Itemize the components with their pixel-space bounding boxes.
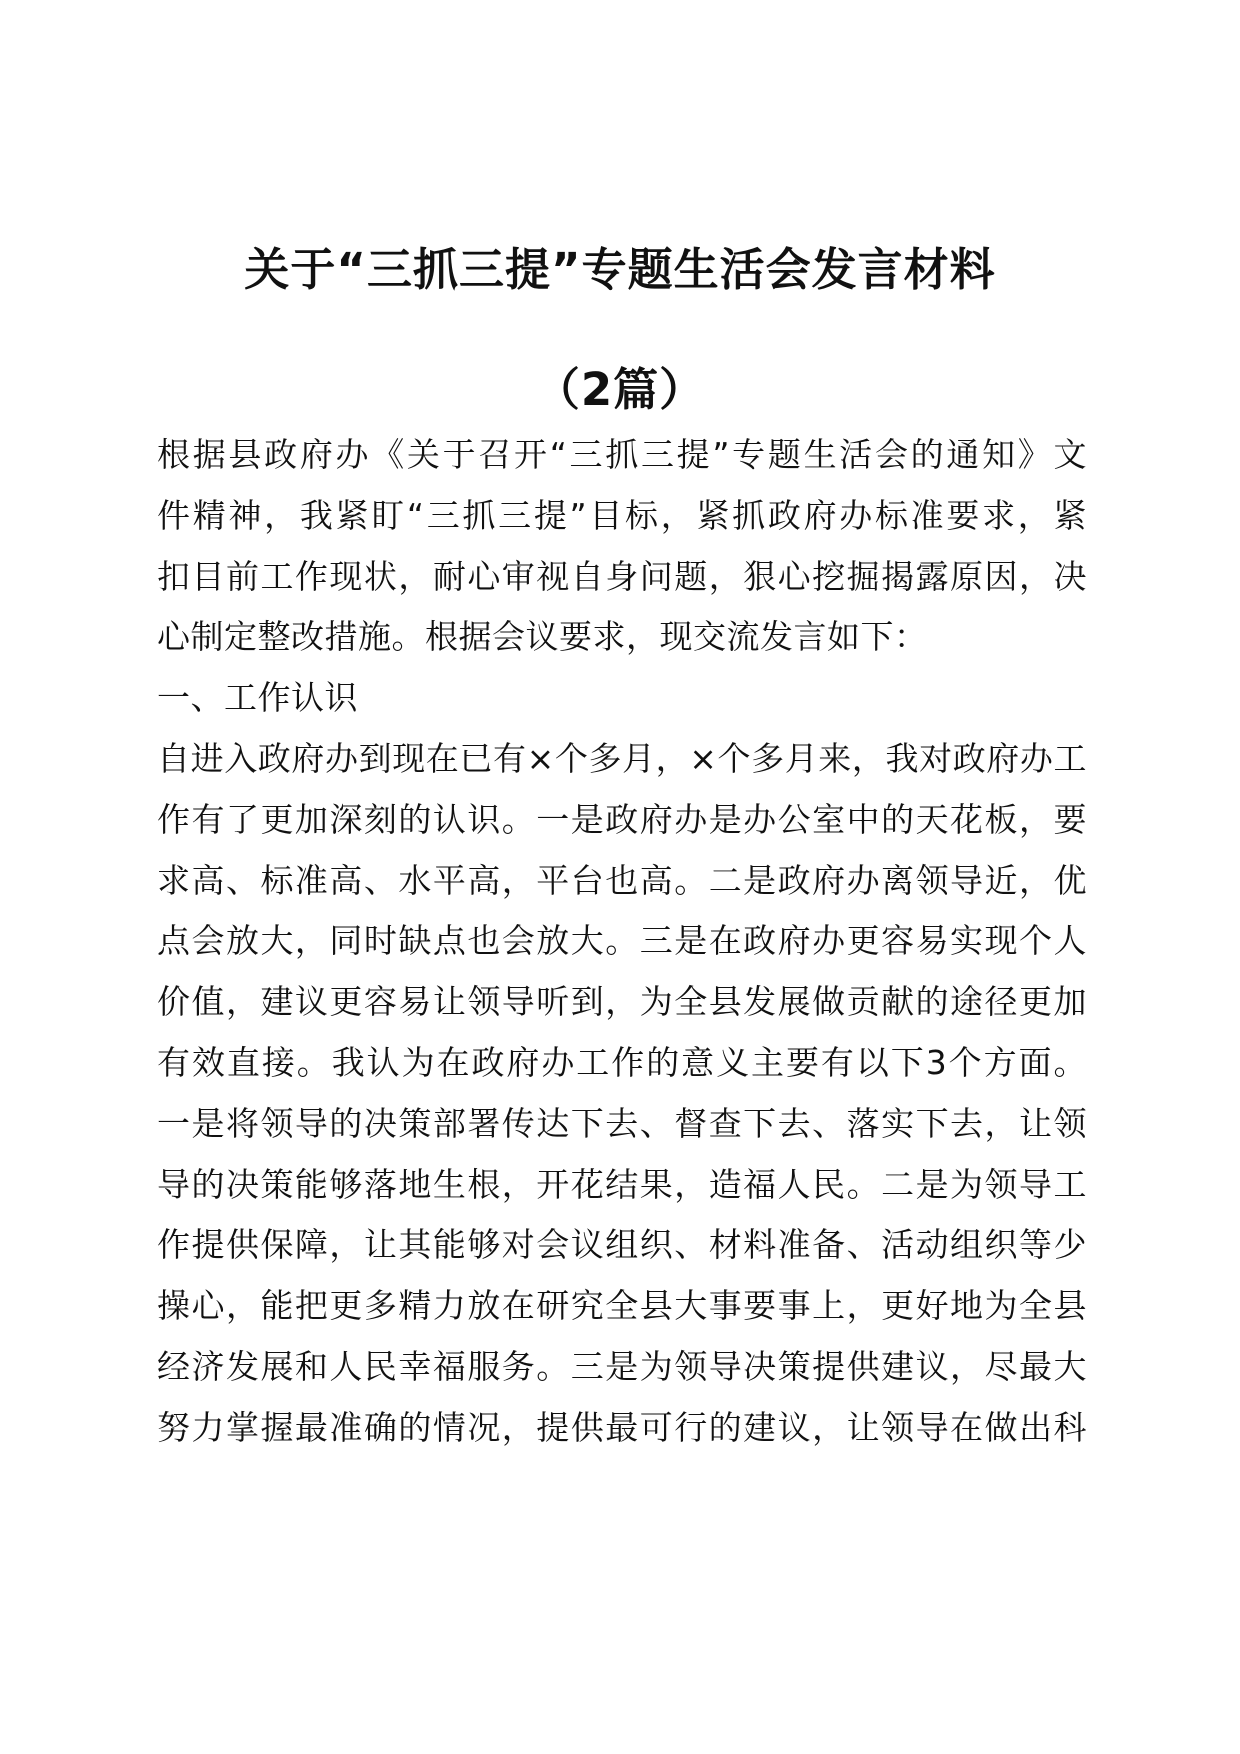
title-line-2: （2篇） bbox=[534, 363, 706, 416]
document-body bbox=[157, 425, 1087, 1459]
body-line: 经济发展和人民幸福服务。三是为领导决策提供建议，尽最大 bbox=[157, 1346, 1087, 1386]
body-line: 自进入政府办到现在已有×个多月，×个多月来，我对政府办工 bbox=[157, 738, 1087, 778]
body-line: 努力掌握最准确的情况，提供最可行的建议，让领导在做出科 bbox=[157, 1407, 1087, 1447]
body-line: 点会放大，同时缺点也会放大。三是在政府办更容易实现个人 bbox=[157, 921, 1087, 961]
body-line: 求高、标准高、水平高，平台也高。二是政府办离领导近，优 bbox=[157, 860, 1087, 900]
body-line: 作有了更加深刻的认识。一是政府办是办公室中的天花板，要 bbox=[157, 799, 1087, 839]
document-title bbox=[0, 210, 1240, 450]
title-line-1: 关于“三抓三提”专题生活会发言材料 bbox=[244, 243, 996, 296]
body-line: 作提供保障，让其能够对会议组织、材料准备、活动组织等少 bbox=[157, 1225, 1087, 1265]
body-line: 根据县政府办《关于召开“三抓三提”专题生活会的通知》文 bbox=[157, 435, 1087, 474]
body-line: 有效直接。我认为在政府办工作的意义主要有以下3个方面。 bbox=[157, 1042, 1087, 1082]
body-line: 导的决策能够落地生根，开花结果，造福人民。二是为领导工 bbox=[157, 1164, 1087, 1204]
body-line: 件精神，我紧盯“三抓三提”目标，紧抓政府办标准要求，紧 bbox=[157, 495, 1087, 535]
body-line: 价值，建议更容易让领导听到，为全县发展做贡献的途径更加 bbox=[157, 982, 1087, 1022]
body-line: 心制定整改措施。根据会议要求，现交流发言如下： bbox=[157, 617, 928, 657]
body-line: 一是将领导的决策部署传达下去、督查下去、落实下去，让领 bbox=[157, 1103, 1087, 1143]
section-heading: 一、工作认识 bbox=[157, 678, 358, 718]
body-line: 扣目前工作现状，耐心审视自身问题，狠心挖掘揭露原因，决 bbox=[157, 556, 1087, 596]
body-line: 操心，能把更多精力放在研究全县大事要事上，更好地为全县 bbox=[157, 1286, 1087, 1326]
